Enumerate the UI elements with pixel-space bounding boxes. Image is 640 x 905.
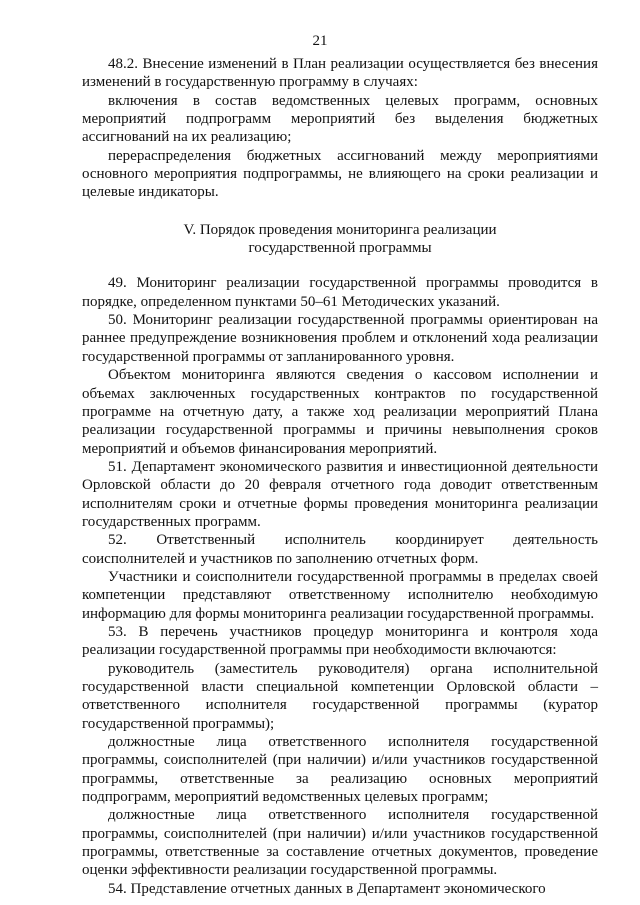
section-heading-line-2: государственной программы [248, 240, 432, 257]
list-item-curator: руководитель (заместитель руководителя) органа исполнительной государственной власти специальной компетенции Орловской области – ответственного исполнителя государственной программы (куратор государственной программы); [82, 660, 598, 732]
list-item-redistribution: перераспределения бюджетных ассигнований между мероприятиями основного мероприятия подпрограммы, не влияющего на сроки реализации и целевые индикаторы. [82, 147, 598, 201]
paragraph-51: 51. Департамент экономического развития и инвестиционной деятельности Орловской области до 20 февраля отчетного года доводит ответственным исполнителям сроки и отчетные формы проведения мониторинга реализации государственных программ. [82, 458, 598, 530]
list-item-officials-reporting: должностные лица ответственного исполнителя государственной программы, соисполнителей (при наличии) и/или участников государственной программы, ответственные за составление отчетных документов, проведение оценки эффективности реализации государственной программы. [82, 807, 598, 879]
page-number: 21 [312, 33, 328, 49]
paragraph-53: 53. В перечень участников процедур мониторинга и контроля хода реализации государственной программы при необходимости включаются: [82, 623, 598, 659]
section-heading [82, 221, 598, 258]
document-body [82, 55, 598, 898]
paragraph-50: 50. Мониторинг реализации государственной программы ориентирован на раннее предупреждение возникновения проблем и отклонений хода реализации государственной программы от запланированного уровня. [82, 312, 598, 365]
paragraph-54: 54. Представление отчетных данных в Департамент экономического [108, 880, 546, 897]
paragraph-participants: Участники и соисполнители государственной программы в пределах своей компетенции представляют ответственному исполнителю необходимую информацию для формы мониторинга реализации государственной программы. [82, 568, 598, 622]
paragraph-52: 52. Ответственный исполнитель координирует деятельность соисполнителей и участников по заполнению отчетных форм. [82, 532, 598, 567]
paragraph-monitoring-object: Объектом мониторинга являются сведения о кассовом исполнении и объемах заключенных государственных контрактов по государственной программе на отчетную дату, а также ход реализации мероприятий Плана реализации государственной программы и причины невыполнения сроков мероприятий и объемов финансирования мероприятий. [82, 367, 598, 457]
paragraph-49: 49. Мониторинг реализации государственной программы проводится в порядке, определенном пунктами 50–61 Методических указаний. [82, 275, 598, 310]
list-item-officials-implementation: должностные лица ответственного исполнителя государственной программы, соисполнителей (при наличии) и/или участников государственной программы, ответственные за реализацию основных мероприятий подпрограмм, мероприятий ведомственных целевых программ; [82, 734, 598, 806]
section-heading-line-1: V. Порядок проведения мониторинга реализации [183, 221, 497, 238]
list-item-inclusion: включения в состав ведомственных целевых программ, основных мероприятий подпрограмм мероприятий без выделения бюджетных ассигнований на их реализацию; [82, 92, 598, 146]
paragraph-48-2: 48.2. Внесение изменений в План реализации осуществляется без внесения изменений в государственную программу в случаях: [82, 56, 598, 91]
